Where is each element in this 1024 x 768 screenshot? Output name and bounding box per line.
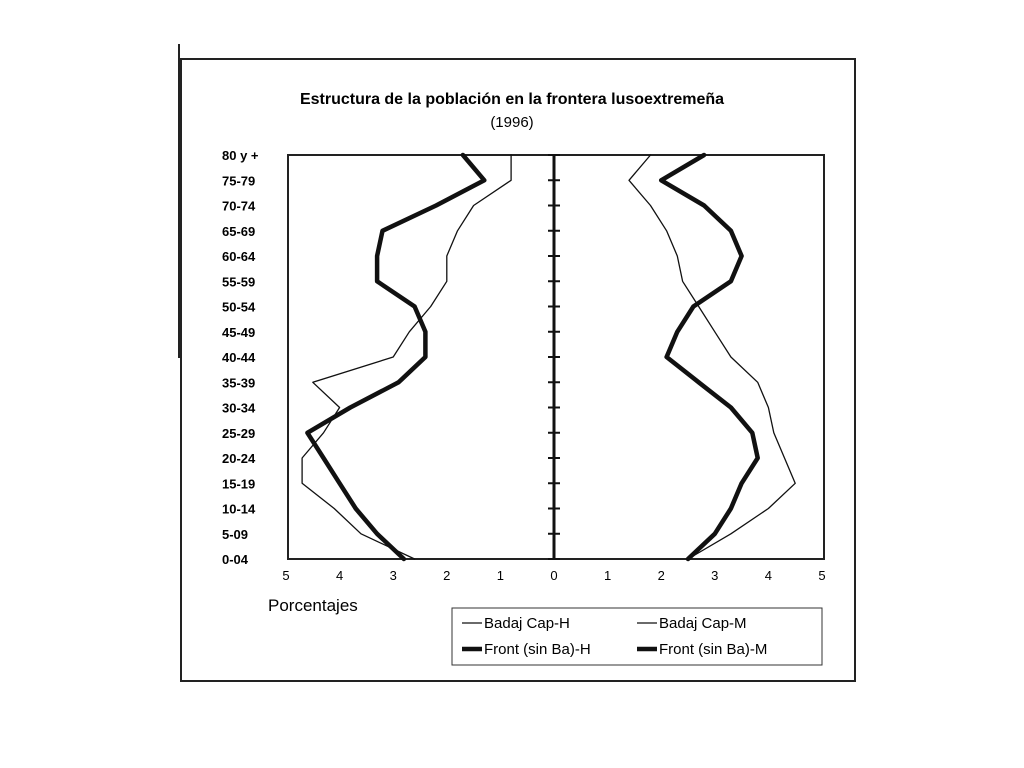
x-tick-label: 2 <box>443 568 451 583</box>
x-tick-label: 4 <box>335 568 344 583</box>
x-tick-label: 5 <box>818 568 826 583</box>
category-label: 15-19 <box>222 476 256 492</box>
category-label: 60-64 <box>222 249 256 264</box>
category-label: 65-69 <box>222 223 256 239</box>
series-line-badaj-cap-h <box>302 155 511 559</box>
chart-title: Estructura de la población en la frontera lusoextremeña <box>299 91 725 108</box>
category-label: 35-39 <box>222 375 256 391</box>
category-label: 40-44 <box>222 350 256 365</box>
category-label: 5-09 <box>222 526 249 542</box>
category-label: 55-59 <box>222 274 256 290</box>
category-label: 80 y + <box>222 148 259 163</box>
category-label: 0-04 <box>222 552 249 567</box>
x-axis-title: Porcentajes <box>268 596 358 615</box>
legend-label: Badaj Cap-H <box>484 615 570 632</box>
legend-label: Badaj Cap-M <box>659 615 747 632</box>
x-tick-label: 5 <box>282 568 290 583</box>
x-tick-label: 1 <box>603 568 612 583</box>
legend-label: Front (sin Ba)-H <box>484 641 591 658</box>
x-tick-labels <box>282 568 825 583</box>
category-label: 10-14 <box>222 501 256 517</box>
legend-label: Front (sin Ba)-M <box>659 641 768 658</box>
legend <box>452 608 822 665</box>
x-tick-label: 0 <box>550 568 558 583</box>
category-label: 50-54 <box>222 299 256 315</box>
category-labels <box>222 148 259 567</box>
category-label: 30-34 <box>222 400 256 416</box>
category-label: 45-49 <box>222 324 256 340</box>
x-tick-label: 2 <box>657 568 665 583</box>
chart-subtitle: (1996) <box>490 114 534 131</box>
x-tick-label: 1 <box>496 568 505 583</box>
category-label: 75-79 <box>222 173 256 189</box>
series-line-front-sin-ba-h <box>307 155 484 559</box>
category-label: 25-29 <box>222 425 256 441</box>
x-tick-label: 3 <box>389 568 397 583</box>
x-tick-label: 3 <box>711 568 719 583</box>
category-label: 70-74 <box>222 198 256 214</box>
x-tick-label: 4 <box>764 568 773 583</box>
series-line-front-sin-ba-m <box>661 155 758 559</box>
category-label: 20-24 <box>222 451 256 466</box>
